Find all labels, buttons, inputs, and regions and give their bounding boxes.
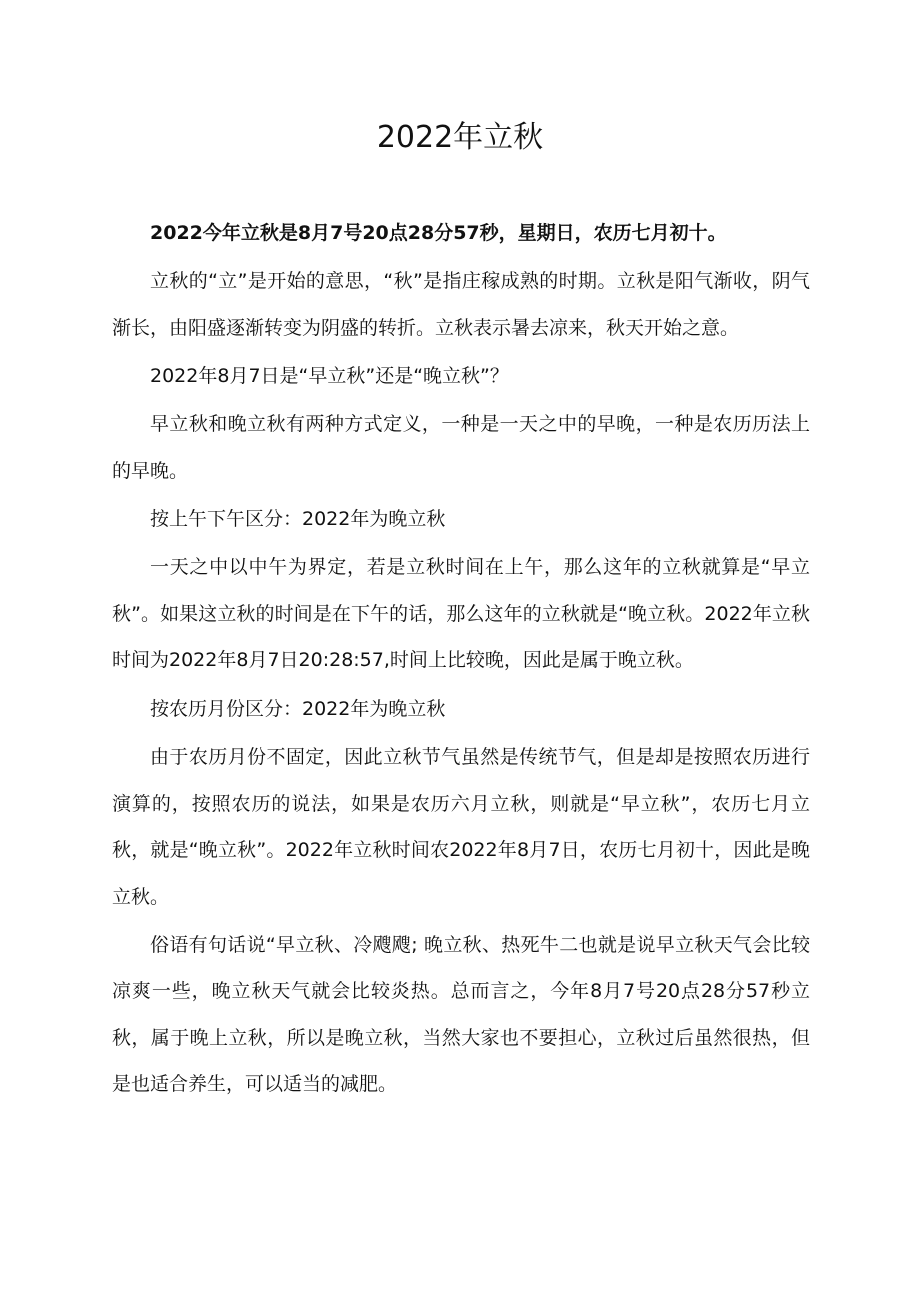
paragraph-am-pm-explanation: 一天之中以中午为界定，若是立秋时间在上午，那么这年的立秋就算是“早立秋”。如果这立秋的时间是在下午的话，那么这年的立秋就是“晚立秋。2022年立秋时间为2022年8月7日20:28:57,时间上比较晚，因此是属于晚立秋。 [112, 556, 810, 672]
page-title: 2022年立秋 [376, 120, 544, 155]
paragraph-lunar-explanation: 由于农历月份不固定，因此立秋节气虽然是传统节气，但是却是按照农历进行演算的，按照农历的说法，如果是农历六月立秋，则就是“早立秋”，农历七月立秋，就是“晚立秋”。2022年立秋时间农2022年8月7日，农历七月初十，因此是晚立秋。 [112, 746, 810, 908]
paragraph-definition: 早立秋和晚立秋有两种方式定义，一种是一天之中的早晚，一种是农历历法上的早晚。 [112, 413, 810, 482]
paragraph-proverb: 俗语有句话说“早立秋、冷飕飕; 晚立秋、热死牛二也就是说早立秋天气会比较凉爽一些，晚立秋天气就会比较炎热。总而言之，今年8月7号20点28分57秒立秋，属于晚上立秋，所以是晚立秋，当然大家也不要担心，立秋过后虽然很热，但是也适合养生，可以适当的减肥。 [112, 933, 810, 1096]
paragraph-question: 2022年8月7日是“早立秋”还是“晚立秋”？ [150, 365, 509, 388]
paragraph-heading-am-pm: 按上午下午区分：2022年为晚立秋 [150, 508, 446, 531]
document-body [112, 210, 810, 1110]
paragraph-heading-lunar-month: 按农历月份区分：2022年为晚立秋 [150, 697, 446, 720]
paragraph-meaning: 立秋的“立”是开始的意思，“秋”是指庄稼成熟的时期。立秋是阳气渐收，阴气渐长，由阳盛逐渐转变为阴盛的转折。立秋表示暑去凉来，秋天开始之意。 [112, 270, 810, 339]
paragraph-summary: 2022今年立秋是8月7号20点28分57秒，星期日，农历七月初十。 [150, 222, 727, 244]
